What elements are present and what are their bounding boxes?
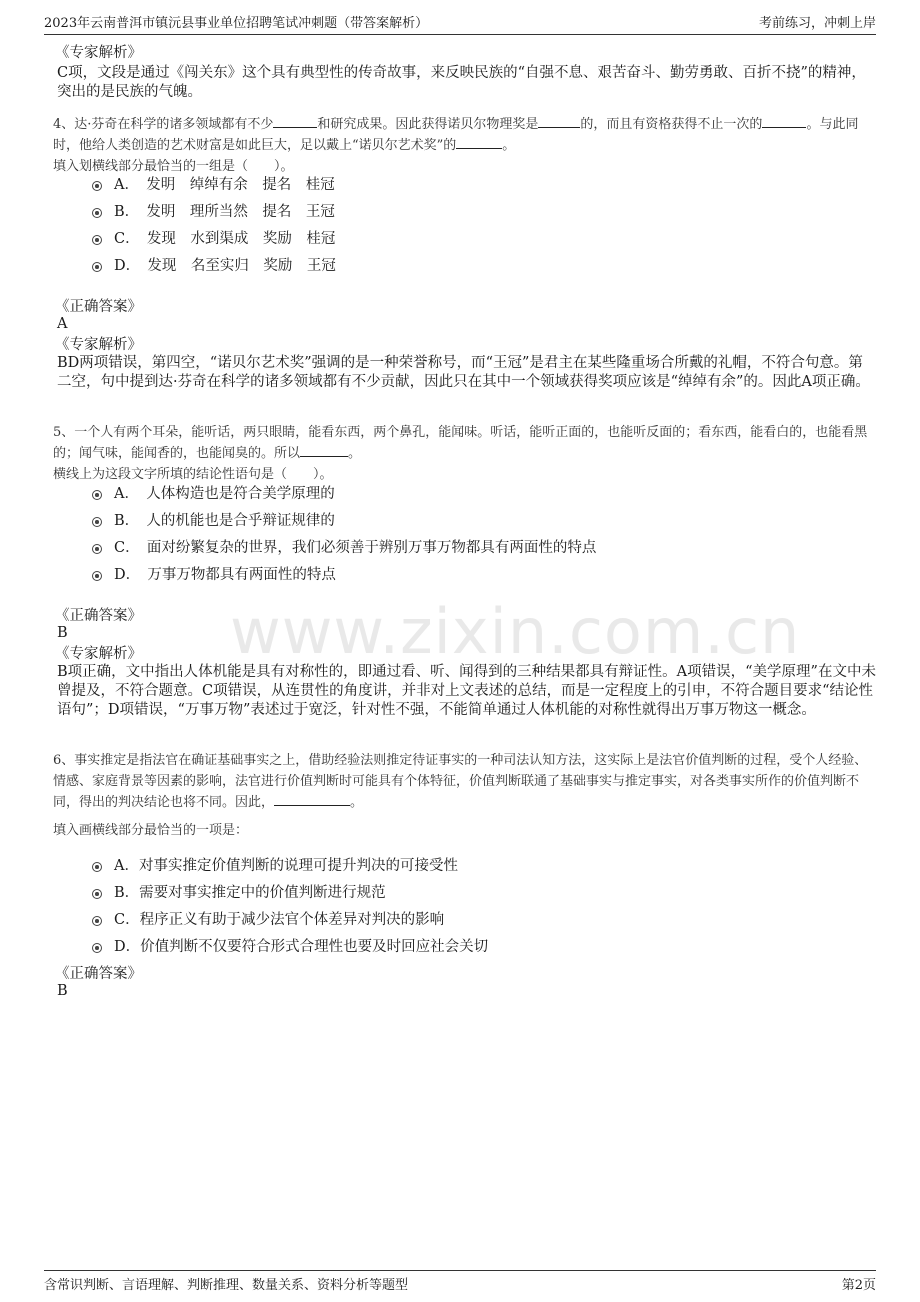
page-footer xyxy=(44,1270,876,1293)
analysis-label: 《专家解析》 xyxy=(55,45,142,61)
blank xyxy=(762,114,806,128)
question-5-answer xyxy=(55,608,876,720)
analysis-label: 《专家解析》 xyxy=(55,646,142,662)
radio-icon[interactable] xyxy=(92,262,102,272)
radio-icon[interactable] xyxy=(92,235,102,245)
answer-value: B xyxy=(57,625,68,641)
radio-icon[interactable] xyxy=(92,889,102,899)
analysis-label: 《专家解析》 xyxy=(55,337,142,353)
footer-text: 含常识判断、言语理解、判断推理、数量关系、资料分析等题型 xyxy=(44,1278,409,1293)
question-6-answer xyxy=(55,966,876,1000)
question-4-stem: 4、达·芬奇在科学的诸多领域都有不少 和研究成果。因此获得诺贝尔物理奖是 的，而且有资格获得不止一次的 。与此同时，他给人类创造的艺术财富是如此巨大，足以戴上“诺贝尔艺术奖”的 。 填入划横线部分最恰当的一组是（ ）。 xyxy=(53,114,876,177)
page-header xyxy=(44,12,876,35)
radio-icon[interactable] xyxy=(92,862,102,872)
radio-icon[interactable] xyxy=(92,490,102,500)
question-6-prompt: 填入画横线部分最恰当的一项是： xyxy=(53,823,249,838)
watermark: www.zixin.com.cn xyxy=(230,595,801,668)
document-title: 2023年云南普洱市镇沅县事业单位招聘笔试冲刺题（带答案解析） xyxy=(44,16,429,31)
answer-value: A xyxy=(57,316,68,332)
blank xyxy=(274,792,350,806)
answer-label: 《正确答案》 xyxy=(55,299,142,315)
blank xyxy=(456,135,502,149)
radio-icon[interactable] xyxy=(92,943,102,953)
page-number: 第2页 xyxy=(841,1278,876,1293)
radio-icon[interactable] xyxy=(92,208,102,218)
question-5-stem: 5、一个人有两个耳朵，能听话，两只眼睛，能看东西，两个鼻孔，能闻味。听话，能听正面的，也能听反面的；看东西，能看白的，也能看黑的；闻气味，能闻香的，也能闻臭的。所以 。 横线上为这段文字所填的结论性语句是（ ）。 xyxy=(53,422,876,485)
answer-label: 《正确答案》 xyxy=(55,966,142,982)
radio-icon[interactable] xyxy=(92,517,102,527)
blank xyxy=(300,443,348,457)
blank xyxy=(273,114,317,128)
analysis-text: C项，文段是通过《闯关东》这个具有典型性的传奇故事，来反映民族的“自强不息、艰苦奋斗、勤劳勇敢、百折不挠”的精神，突出的是民族的气魄。 xyxy=(57,65,866,100)
radio-icon[interactable] xyxy=(92,181,102,191)
question-4-answer xyxy=(55,299,876,392)
question-prompt: 横线上为这段文字所填的结论性语句是（ ）。 xyxy=(53,467,333,482)
radio-icon[interactable] xyxy=(92,916,102,926)
answer-label: 《正确答案》 xyxy=(55,608,142,624)
header-slogan: 考前练习，冲刺上岸 xyxy=(758,16,876,31)
analysis-text: B项正确，文中指出人体机能是具有对称性的，即通过看、听、闻得到的三种结果都具有辩证性。A项错误，“美学原理”在文中未曾提及，不符合题意。C项错误，从连贯性的角度讲，并非对上文表述的总结，而是一定程度上的引申，不符合题目要求“结论性语句”；D项错误，“万事万物”表述过于宽泛，针对性不强，不能简单通过人体机能的对称性就得出万事万物这一概念。 xyxy=(57,664,876,718)
blank xyxy=(538,114,580,128)
analysis-text: BD两项错误，第四空，“诺贝尔艺术奖”强调的是一种荣誉称号，而“王冠”是君主在某些隆重场合所戴的礼帽，不符合句意。第二空，句中提到达·芬奇在科学的诸多领域都有不少贡献，因此只在其中一个领域获得奖项应该是“绰绰有余”的。因此A项正确。 xyxy=(57,355,870,390)
question-6-stem: 6、事实推定是指法官在确证基础事实之上，借助经验法则推定待证事实的一种司法认知方法，这实际上是法官价值判断的过程，受个人经验、情感、家庭背景等因素的影响，法官进行价值判断时可能具有个体特征，价值判断联通了基础事实与推定事实，对各类事实所作的价值判断不同，得出的判决结论也将不同。因此， 。 xyxy=(53,753,868,810)
question-prompt: 填入划横线部分最恰当的一组是（ ）。 xyxy=(53,159,294,174)
answer-value: B xyxy=(57,983,68,999)
prev-analysis xyxy=(55,45,876,102)
radio-icon[interactable] xyxy=(92,571,102,581)
radio-icon[interactable] xyxy=(92,544,102,554)
